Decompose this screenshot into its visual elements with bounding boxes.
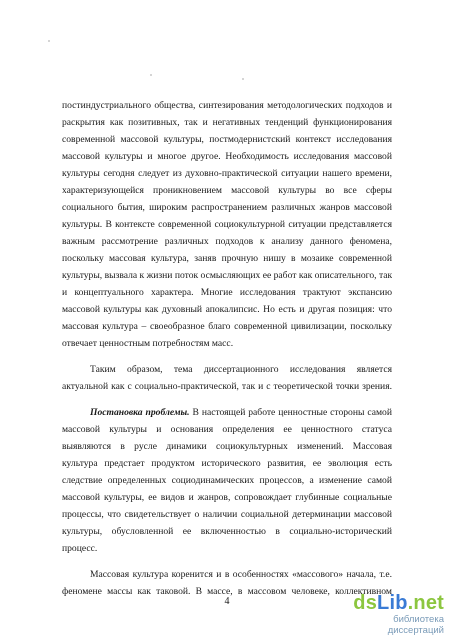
text-line: современной массовой культуры, постмодернистский контекст исследования — [62, 134, 392, 145]
text-line: феномене массы как таковой. В массе, в массовом человеке, коллективном — [62, 586, 392, 597]
text-line: культуры сегодня следует из духовно-практической ситуации нашего времени, — [62, 168, 392, 179]
text-line: социального бытия, широким распространением различных жанров массовой — [62, 202, 392, 213]
text-line: Таким образом, тема диссертационного исследования является — [90, 364, 392, 375]
text-line: выявляются в русле динамики социокультурных изменений. Массовая — [62, 441, 392, 452]
text-line: культура предстает продуктом исторического развития, ее эволюция есть — [62, 458, 392, 469]
text-line: культуры. В контексте современной социокультурной ситуации представляется — [62, 219, 392, 230]
text-line: важным рассмотрение различных подходов к анализу данного феномена, — [62, 236, 392, 247]
text-line: характеризующейся проникновением массовой культуры во все сферы — [62, 185, 392, 196]
page-number: 4 — [224, 596, 230, 607]
text-line: массовой культуры, ее видов и жанров, сопровождает глубинные социальные — [62, 492, 392, 503]
text-line: поскольку массовая культура, заняв прочную нишу в мозаике современной — [62, 253, 392, 264]
section-heading: Постановка проблемы. — [90, 407, 190, 418]
text-line — [90, 407, 392, 419]
text-line: постиндустриального общества, синтезирования методологических подходов и — [62, 100, 392, 111]
text-line: массовая культура – своеобразное благо современной цивилизации, поскольку — [62, 321, 392, 332]
watermark-subtitle: библиотека диссертаций — [387, 614, 444, 636]
text-line: культуры, обусловленной ее включенностью в социально-исторический — [62, 526, 392, 537]
text-line: массовой культуры как духовный апокалипсис. Но есть и другая позиция: что — [62, 304, 392, 315]
scan-speck — [48, 40, 50, 42]
text-line: отвечает ценностным потребностям масс. — [62, 338, 234, 349]
text-line: раскрытия как позитивных, так и негативных тенденций функционирования — [62, 117, 392, 128]
text-line: процессы, что свидетельствует о наличии социальной детерминации массовой — [62, 509, 392, 520]
text-span: В настоящей работе ценностные стороны самой — [189, 407, 392, 418]
watermark-logo: dsLib.net — [353, 592, 444, 614]
text-line: процесс. — [62, 543, 98, 554]
text-line: и концептуального характера. Многие исследования трактуют экспансию — [62, 287, 392, 298]
text-line: Массовая культура коренится и в особенностях «массового» начала, т.е. — [90, 569, 392, 580]
scan-speck — [242, 78, 244, 80]
watermark — [340, 592, 444, 636]
text-line: массовой культуры и многое другое. Необходимость исследования массовой — [62, 151, 392, 162]
text-line: культуры, вызвала к жизни поток осмысляющих ее работ как описательного, так — [62, 270, 392, 281]
text-line: актуальной как с социально-практической, так и с теоретической точки зрения. — [62, 381, 392, 392]
scan-speck — [150, 74, 152, 76]
text-line: следствие определенных социодинамических процессов, а изменение самой — [62, 475, 392, 486]
text-line: массовой культуры и основания определения ее ценностного статуса — [62, 424, 392, 435]
